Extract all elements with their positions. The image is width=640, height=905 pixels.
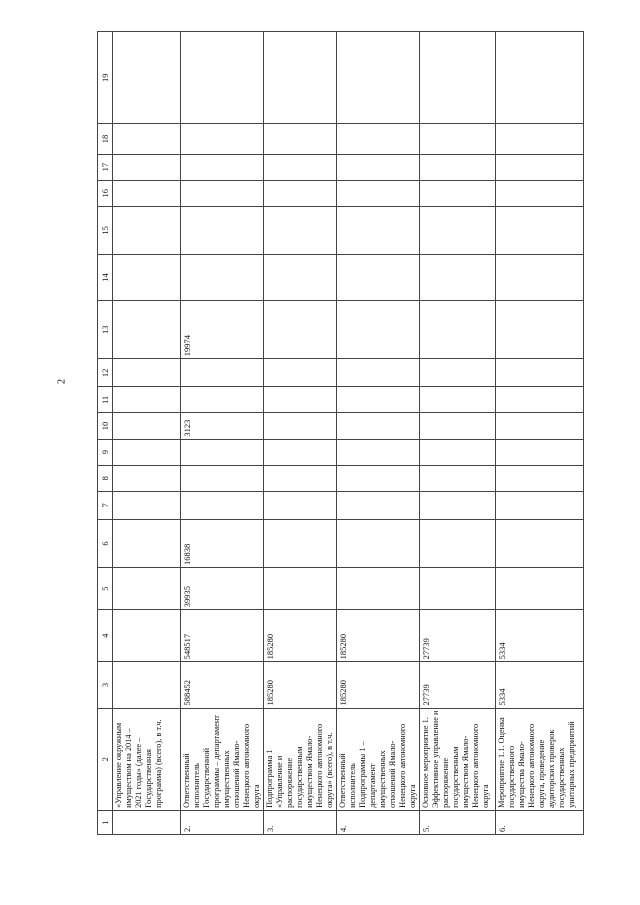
value-cell	[264, 154, 337, 180]
value-cell	[496, 254, 584, 300]
value-cell	[337, 254, 420, 300]
value-cell	[264, 568, 337, 610]
value-cell	[113, 301, 181, 359]
value-cell	[496, 124, 584, 154]
value-cell: 185280	[264, 610, 337, 662]
value-cell	[113, 491, 181, 519]
value-cell	[113, 180, 181, 206]
value-cell	[420, 413, 496, 439]
value-cell	[420, 180, 496, 206]
value-cell	[113, 32, 181, 124]
value-cell	[181, 491, 264, 519]
value-cell	[420, 359, 496, 387]
table-header-row	[98, 32, 113, 835]
value-cell	[337, 413, 420, 439]
value-cell	[496, 180, 584, 206]
table-row	[264, 32, 337, 835]
value-cell	[420, 387, 496, 413]
value-cell	[420, 568, 496, 610]
value-cell	[337, 32, 420, 124]
header-cell: 14	[98, 254, 113, 300]
value-cell	[181, 359, 264, 387]
row-name-cell: Ответственный исполнитель Государственной программы – департамент имущественных отношений Ямало-Ненецкого автономного округа	[181, 708, 264, 810]
value-cell	[264, 491, 337, 519]
value-cell	[496, 439, 584, 465]
value-cell	[420, 439, 496, 465]
row-number-cell: 5.	[420, 810, 496, 834]
value-cell	[264, 32, 337, 124]
value-cell	[113, 568, 181, 610]
value-cell: 185280	[264, 662, 337, 708]
header-cell: 15	[98, 206, 113, 254]
table-row	[113, 32, 181, 835]
value-cell	[420, 206, 496, 254]
value-cell	[113, 439, 181, 465]
header-cell: 9	[98, 439, 113, 465]
row-name-cell: Мероприятие 1.1. Оценка государственного имущества Ямало-Ненецкого автономного округа, проведение аудиторских проверок государственных унитарных предприятий	[496, 708, 584, 810]
value-cell	[264, 206, 337, 254]
value-cell	[264, 439, 337, 465]
table-rotated-container	[97, 31, 576, 835]
value-cell	[496, 387, 584, 413]
value-cell	[264, 301, 337, 359]
header-cell: 3	[98, 662, 113, 708]
value-cell	[181, 206, 264, 254]
page-number: 2	[56, 379, 68, 384]
value-cell	[496, 206, 584, 254]
value-cell	[181, 154, 264, 180]
value-cell	[264, 359, 337, 387]
row-number-cell: 2.	[181, 810, 264, 834]
value-cell: 27739	[420, 610, 496, 662]
value-cell: 16838	[181, 519, 264, 567]
value-cell	[181, 439, 264, 465]
row-number-cell: 6.	[496, 810, 584, 834]
value-cell: 27739	[420, 662, 496, 708]
table-row	[496, 32, 584, 835]
row-name-cell: Подпрограмма 1 «Управление и распоряжение государственным имуществом Ямало-Ненецкого автономного округа» (всего), в т.ч.	[264, 708, 337, 810]
value-cell	[264, 124, 337, 154]
value-cell	[420, 465, 496, 491]
value-cell	[181, 465, 264, 491]
value-cell	[496, 465, 584, 491]
header-cell: 16	[98, 180, 113, 206]
header-cell: 7	[98, 491, 113, 519]
value-cell	[337, 439, 420, 465]
header-cell: 19	[98, 32, 113, 124]
value-cell	[113, 254, 181, 300]
value-cell: 39935	[181, 568, 264, 610]
header-cell: 1	[98, 810, 113, 834]
row-name-cell: «Управление окружным имуществом на 2014 – 2021 годы» (далее – Государственная программа) (всего), в т.ч.	[113, 708, 181, 810]
value-cell	[420, 154, 496, 180]
value-cell	[337, 387, 420, 413]
header-cell: 8	[98, 465, 113, 491]
value-cell	[496, 568, 584, 610]
header-cell: 12	[98, 359, 113, 387]
value-cell	[337, 180, 420, 206]
value-cell	[181, 32, 264, 124]
value-cell	[496, 32, 584, 124]
value-cell	[420, 254, 496, 300]
value-cell	[420, 519, 496, 567]
header-cell: 10	[98, 413, 113, 439]
value-cell	[496, 301, 584, 359]
header-cell: 18	[98, 124, 113, 154]
value-cell	[181, 180, 264, 206]
table-row	[337, 32, 420, 835]
value-cell: 548517	[181, 610, 264, 662]
value-cell	[420, 301, 496, 359]
value-cell	[496, 413, 584, 439]
value-cell	[264, 387, 337, 413]
value-cell	[337, 359, 420, 387]
value-cell	[181, 387, 264, 413]
value-cell	[337, 206, 420, 254]
value-cell	[337, 491, 420, 519]
value-cell	[113, 124, 181, 154]
table-row	[181, 32, 264, 835]
value-cell	[337, 154, 420, 180]
header-cell: 11	[98, 387, 113, 413]
value-cell	[420, 124, 496, 154]
value-cell	[113, 206, 181, 254]
table-body	[113, 32, 584, 835]
value-cell	[496, 154, 584, 180]
value-cell	[264, 465, 337, 491]
value-cell: 185280	[337, 610, 420, 662]
value-cell	[113, 359, 181, 387]
value-cell: 5334	[496, 610, 584, 662]
table-viewport	[97, 31, 576, 835]
value-cell	[264, 413, 337, 439]
header-cell: 5	[98, 568, 113, 610]
value-cell	[496, 519, 584, 567]
value-cell	[337, 124, 420, 154]
value-cell	[113, 662, 181, 708]
value-cell	[113, 519, 181, 567]
value-cell	[113, 387, 181, 413]
row-number-cell: 3.	[264, 810, 337, 834]
value-cell: 185280	[337, 662, 420, 708]
row-number-cell	[113, 810, 181, 834]
value-cell	[113, 154, 181, 180]
header-cell: 2	[98, 708, 113, 810]
table-row	[420, 32, 496, 835]
value-cell	[181, 254, 264, 300]
value-cell: 3123	[181, 413, 264, 439]
value-cell	[264, 180, 337, 206]
value-cell	[337, 568, 420, 610]
value-cell	[113, 413, 181, 439]
value-cell	[496, 491, 584, 519]
budget-table	[97, 31, 584, 835]
value-cell	[264, 254, 337, 300]
value-cell	[113, 465, 181, 491]
row-name-cell: Ответственный исполнитель Подпрограммы 1 – департамент имущественных отношений Ямало-Ненецкого автономного округа	[337, 708, 420, 810]
row-number-cell: 4.	[337, 810, 420, 834]
value-cell	[337, 301, 420, 359]
row-name-cell: Основное мероприятие 1. Эффективное управление и распоряжение государственным имуществом Ямало-Ненецкого автономного округа	[420, 708, 496, 810]
header-cell: 4	[98, 610, 113, 662]
value-cell: 588452	[181, 662, 264, 708]
header-cell: 6	[98, 519, 113, 567]
value-cell	[420, 32, 496, 124]
value-cell: 19974	[181, 301, 264, 359]
value-cell	[181, 124, 264, 154]
value-cell	[496, 359, 584, 387]
value-cell	[113, 610, 181, 662]
value-cell: 5334	[496, 662, 584, 708]
header-cell: 17	[98, 154, 113, 180]
value-cell	[420, 491, 496, 519]
value-cell	[264, 519, 337, 567]
value-cell	[337, 519, 420, 567]
value-cell	[337, 465, 420, 491]
header-cell: 13	[98, 301, 113, 359]
